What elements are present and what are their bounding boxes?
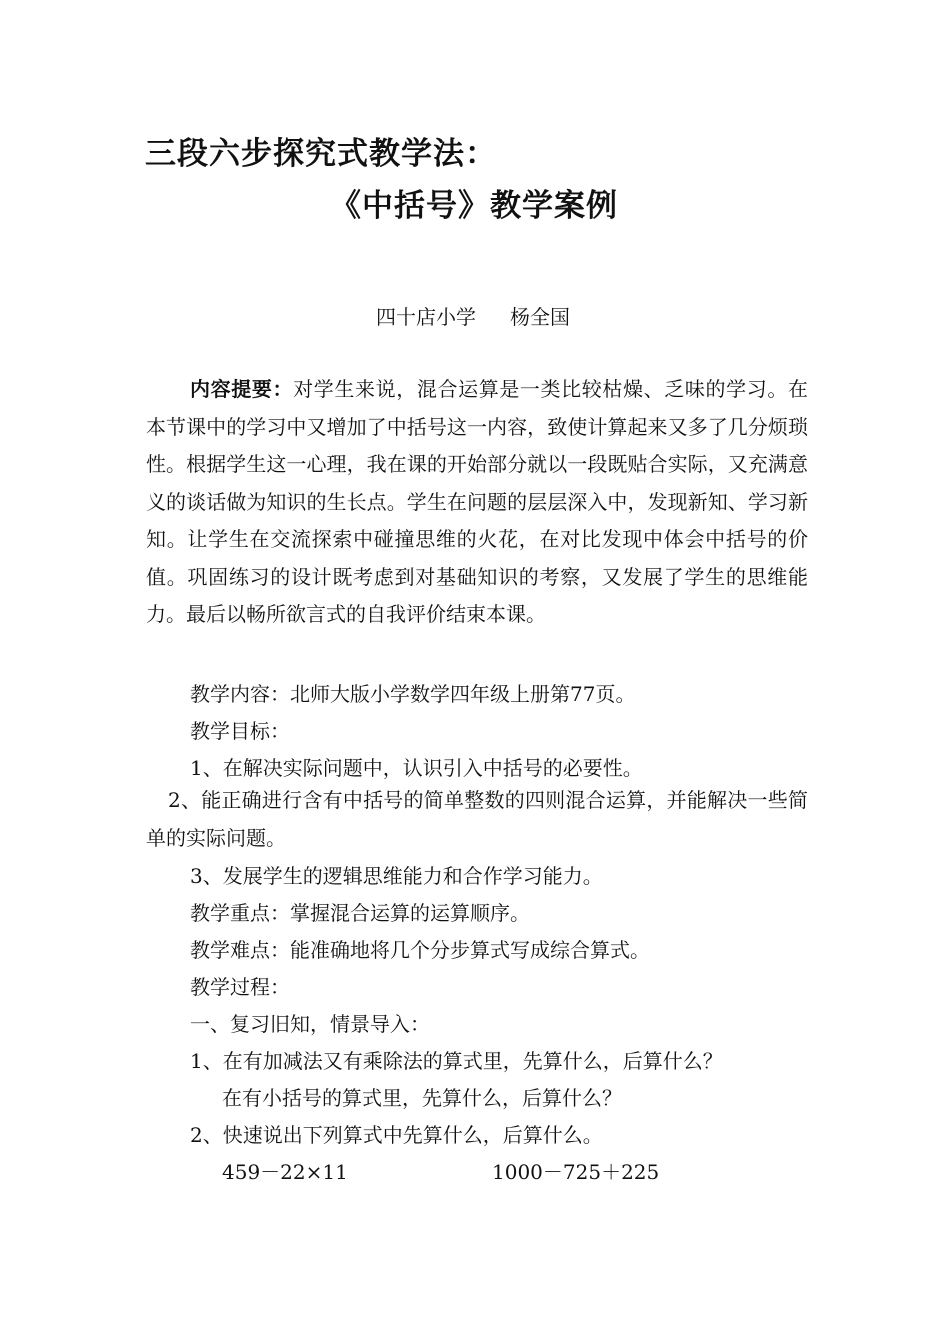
question-1a: 1、在有加减法又有乘除法的算式里，先算什么，后算什么？: [190, 1049, 723, 1073]
expression-2: 1000－725＋225: [492, 1160, 660, 1184]
question-2: 2、快速说出下列算式中先算什么，后算什么。: [190, 1123, 603, 1147]
difficulty: 教学难点：能准确地将几个分步算式写成综合算式。: [190, 938, 650, 962]
goal-3: 3、发展学生的逻辑思维能力和合作学习能力。: [190, 864, 603, 888]
abstract-label: 内容提要：: [190, 377, 294, 401]
author-school: 四十店小学: [376, 305, 476, 329]
goal-2: 2、能正确进行含有中括号的简单整数的四则混合运算，并能解决一些简单的实际问题。: [146, 788, 808, 850]
document-title-line1: 三段六步探究式教学法：: [145, 136, 497, 172]
process-heading: 教学过程：: [190, 975, 290, 999]
abstract-text: 对学生来说，混合运算是一类比较枯燥、乏味的学习。在本节课中的学习中又增加了中括号这一内容，致使计算起来又多了几分烦琐性。根据学生这一心理，我在课的开始部分就以一段既贴合实际，又充满意义的谈话做为知识的生长点。学生在问题的层层深入中，发现新知、学习新知。让学生在交流探索中碰撞思维的火花，在对比发现中体会中括号的价值。巩固练习的设计既考虑到对基础知识的考察，又发展了学生的思维能力。最后以畅所欲言式的自我评价结束本课。: [146, 377, 809, 626]
author-name: 杨全国: [510, 305, 570, 329]
author-line: [376, 301, 570, 330]
key-point: 教学重点：掌握混合运算的运算顺序。: [190, 901, 530, 925]
question-1b: 在有小括号的算式里，先算什么，后算什么？: [222, 1086, 622, 1110]
teaching-content: 教学内容：北师大版小学数学四年级上册第77页。: [190, 682, 636, 706]
abstract-paragraph: [146, 371, 808, 634]
teaching-goals-heading: 教学目标：: [190, 719, 290, 743]
goal-1: 1、在解决实际问题中，认识引入中括号的必要性。: [190, 756, 643, 780]
document-title-line2: 《中括号》教学案例: [330, 188, 618, 224]
step1-heading: 一、复习旧知，情景导入：: [190, 1012, 430, 1036]
expression-1: 459－22×11: [222, 1160, 348, 1184]
